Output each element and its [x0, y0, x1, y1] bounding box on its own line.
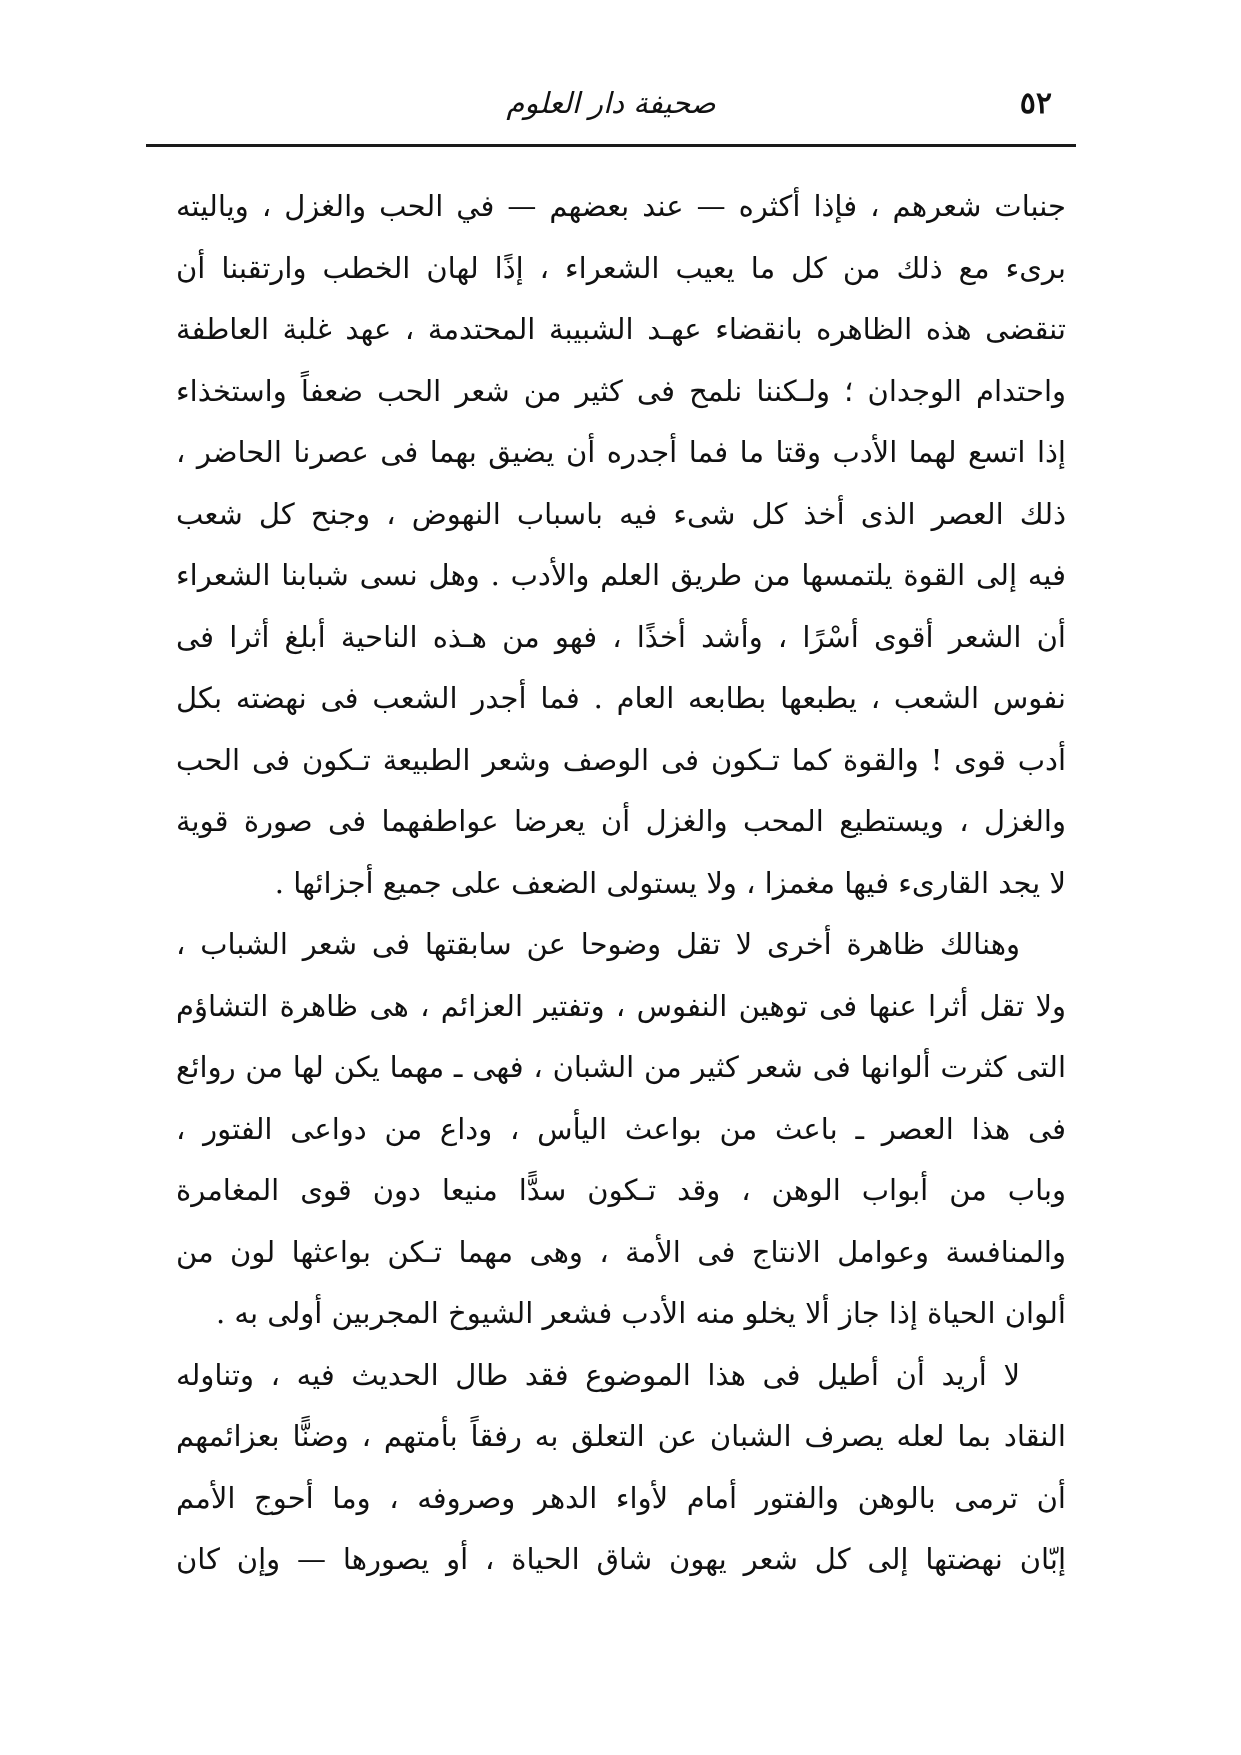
text-line: التى كثرت ألوانها فى شعر كثير من الشبان ، فهى ـ مهما يكن لها من روائع	[176, 1050, 1066, 1084]
text-line: تنقضى هذه الظاهره بانقضاء عهـد الشبيبة المحتدمة ، عهد غلبة العاطفة	[176, 312, 1066, 346]
text-line: أن ترمى بالوهن والفتور أمام لأواء الدهر وصروفه ، وما أحوج الأمم	[176, 1480, 1066, 1515]
page-header	[146, 82, 1076, 138]
text-line: إبّان نهضتها إلى كل شعر يهون شاق الحياة ، أو يصورها — وإن كان	[176, 1542, 1066, 1576]
running-title: صحيفة دار العلوم	[506, 86, 716, 120]
text-line: وباب من أبواب الوهن ، وقد تـكون سدًّا منيعا دون قوى المغامرة	[176, 1173, 1066, 1207]
text-line: جنبات شعرهم ، فإذا أكثره — عند بعضهم — في الحب والغزل ، وياليته	[176, 189, 1066, 223]
text-line: برىء مع ذلك من كل ما يعيب الشعراء ، إذًا لهان الخطب وارتقبنا أن	[176, 250, 1066, 285]
text-line: إذا اتسع لهما الأدب وقتا ما فما أجدره أن يضيق بهما فى عصرنا الحاضر ،	[176, 435, 1066, 469]
text-line: ولا تقل أثرا عنها فى توهين النفوس ، وتفتير العزائم ، هى ظاهرة التشاؤم	[176, 988, 1066, 1023]
text-line: ذلك العصر الذى أخذ كل شىء فيه باسباب النهوض ، وجنح كل شعب	[176, 496, 1066, 531]
text-line: أن الشعر أقوى أسْرًا ، وأشد أخذًا ، فهو من هـذه الناحية أبلغ أثرا فى	[176, 619, 1066, 654]
body-text	[176, 176, 1066, 1591]
text-line: أدب قوى ! والقوة كما تـكون فى الوصف وشعر الطبيعة تـكون فى الحب	[176, 742, 1066, 777]
page-number: ٥٢	[1019, 86, 1052, 121]
text-line: ألوان الحياة إذا جاز ألا يخلو منه الأدب فشعر الشيوخ المجربين أولى به .	[216, 1296, 1066, 1330]
text-line: والغزل ، ويستطيع المحب والغزل أن يعرضا عواطفهما فى صورة قوية	[176, 804, 1066, 838]
text-line: لا أريد أن أطيل فى هذا الموضوع فقد طال الحديث فيه ، وتناوله	[176, 1357, 1020, 1392]
text-line: واحتدام الوجدان ؛ ولـكننا نلمح فى كثير من شعر الحب ضعفاً واستخذاء	[176, 373, 1066, 408]
text-line: وهنالك ظاهرة أخرى لا تقل وضوحا عن سابقتها فى شعر الشباب ،	[176, 927, 1020, 961]
text-line: نفوس الشعب ، يطبعها بطابعه العام . فما أجدر الشعب فى نهضته بكل	[176, 681, 1066, 715]
header-rule	[146, 144, 1076, 147]
text-line: والمنافسة وعوامل الانتاج فى الأمة ، وهى مهما تـكن بواعثها لون من	[176, 1234, 1066, 1269]
text-line: فى هذا العصر ـ باعث من بواعث اليأس ، وداع من دواعى الفتور ،	[176, 1111, 1066, 1146]
text-line: لا يجد القارىء فيها مغمزا ، ولا يستولى الضعف على جميع أجزائها .	[274, 865, 1066, 900]
text-line: النقاد بما لعله يصرف الشبان عن التعلق به رفقاً بأمتهم ، وضنًّا بعزائمهم	[176, 1419, 1066, 1453]
text-line: فيه إلى القوة يلتمسها من طريق العلم والأدب . وهل نسى شبابنا الشعراء	[176, 558, 1066, 592]
